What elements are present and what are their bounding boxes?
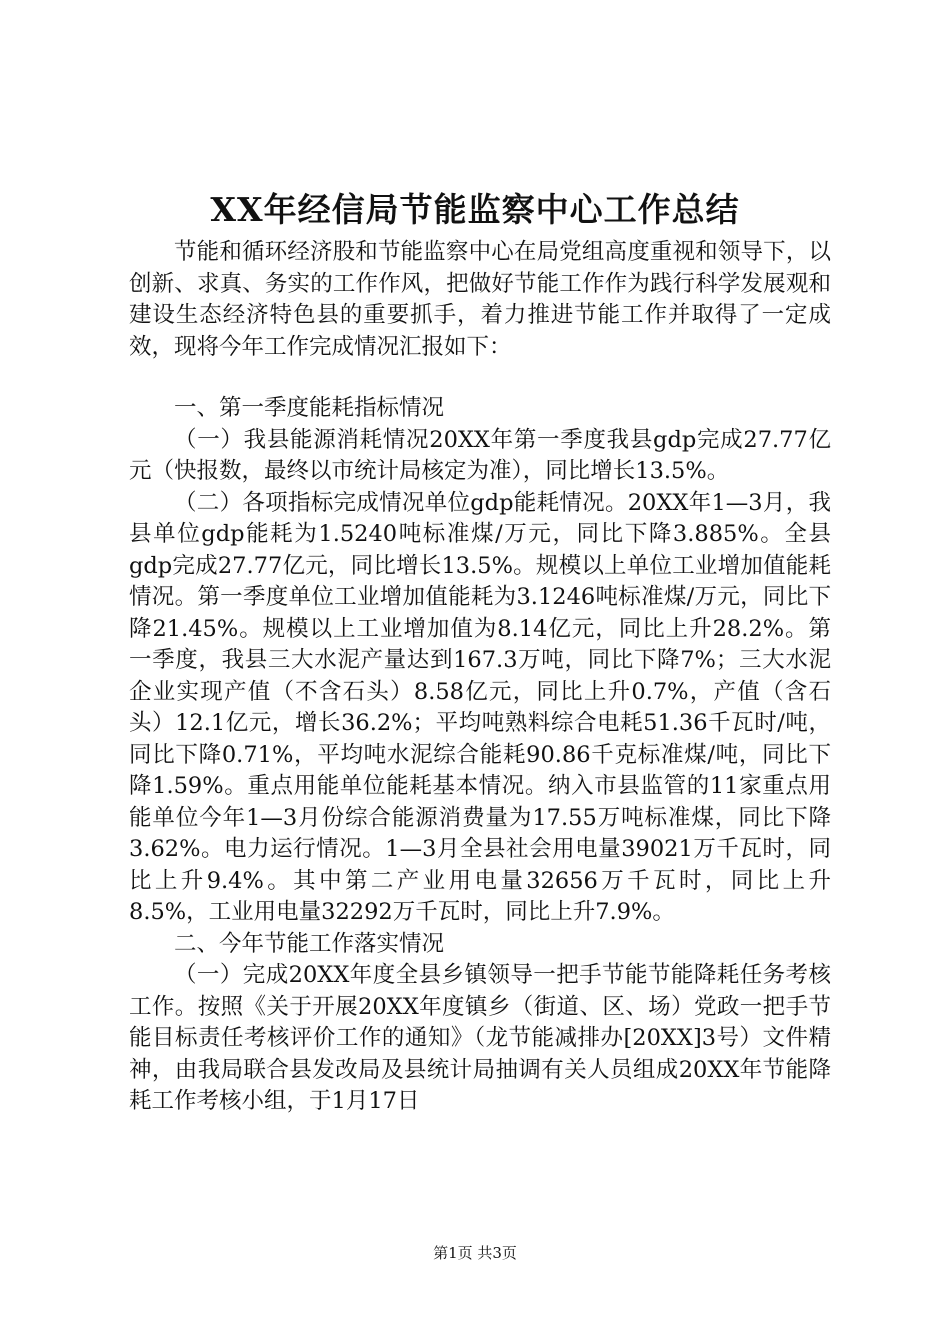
document-body <box>129 237 831 1118</box>
subsection-paragraph-1-2: （二）各项指标完成情况单位gdp能耗情况。20XX年1—3月，我县单位gdp能耗为1.5240吨标准煤/万元，同比下降3.885%。全县gdp完成27.77亿元，同比增长13.5%。规模以上单位工业增加值能耗情况。第一季度单位工业增加值能耗为3.1246吨标准煤/万元，同比下降21.45%。规模以上工业增加值为8.14亿元，同比上升28.2%。第一季度，我县三大水泥产量达到167.3万吨，同比下降7%；三大水泥企业实现产值（不含石头）8.58亿元，同比上升0.7%，产值（含石头）12.1亿元，增长36.2%；平均吨熟料综合电耗51.36千瓦时/吨，同比下降0.71%，平均吨水泥综合能耗90.86千克标准煤/吨，同比下降1.59%。重点用能单位能耗基本情况。纳入市县监管的11家重点用能单位今年1—3月份综合能源消费量为17.55万吨标准煤，同比下降3.62%。电力运行情况。1—3月全县社会用电量39021万千瓦时，同比上升9.4%。其中第二产业用电量32656万千瓦时，同比上升8.5%，工业用电量32292万千瓦时，同比上升7.9%。 <box>129 489 831 925</box>
subsection-paragraph-1-1: （一）我县能源消耗情况20XX年第一季度我县gdp完成27.77亿元（快报数，最终以市统计局核定为准），同比增长13.5%。 <box>129 426 831 484</box>
section-heading-2: 二、今年节能工作落实情况 <box>174 930 445 957</box>
section-heading-1: 一、第一季度能耗指标情况 <box>174 395 445 421</box>
document-title: XX年经信局节能监察中心工作总结 <box>210 190 740 229</box>
intro-paragraph: 节能和循环经济股和节能监察中心在局党组高度重视和领导下，以创新、求真、务实的工作作风，把做好节能工作作为践行科学发展观和建设生态经济特色县的重要抓手，着力推进节能工作并取得了一定成效，现将今年工作完成情况汇报如下： <box>129 239 831 360</box>
subsection-paragraph-2-1: （一）完成20XX年度全县乡镇领导一把手节能节能降耗任务考核工作。按照《关于开展20XX年度镇乡（街道、区、场）党政一把手节能目标责任考核评价工作的通知》（龙节能减排办[20XX]3号）文件精神，由我局联合县发改局及县统计局抽调有关人员组成20XX年节能降耗工作考核小组，于1月17日 <box>129 962 831 1114</box>
page-footer: 第1页 共3页 <box>433 1244 517 1262</box>
